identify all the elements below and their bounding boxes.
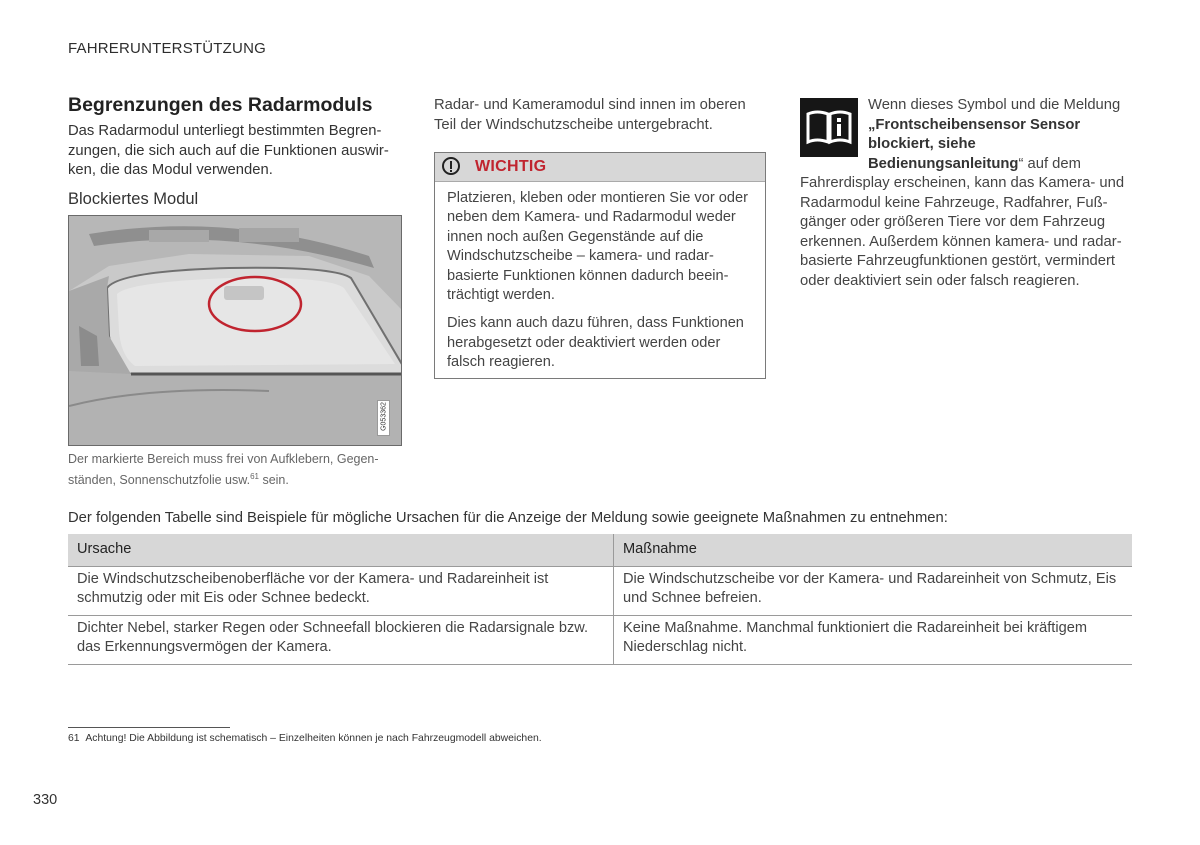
column-header-measure: Maßnahme <box>614 534 1133 566</box>
warning-body <box>435 182 765 373</box>
warning-box <box>434 152 766 379</box>
exclamation-icon <box>442 157 460 175</box>
warning-header <box>435 153 765 182</box>
table-row <box>68 615 1132 664</box>
footnote-number: 61 <box>68 733 80 744</box>
footnote-text: Achtung! Die Abbildung ist schematisch – Einzelheiten können je nach Fahrzeugmodell abweichen. <box>85 733 542 744</box>
column-header-cause: Ursache <box>68 534 614 566</box>
section-header: FAHRERUNTERSTÜTZUNG <box>68 40 266 57</box>
table-header-row <box>68 534 1132 566</box>
causes-measures-table <box>68 534 1132 665</box>
warning-paragraph-1: Platzieren, kleben oder montieren Sie vor oder neben dem Kamera- und Radarmodul weder innen noch außen Gegenstände auf die Windschutzscheibe – kamera- und radarbasierte Funktionen können dadurch beeinträchtigt werden. <box>447 190 748 304</box>
warning-paragraph-2: Dies kann auch dazu führen, dass Funktionen herabgesetzt oder deaktiviert werden oder falsch reagieren. <box>447 315 744 371</box>
intro-paragraph: Das Radarmodul unterliegt bestimmten Begrenzungen, die sich auch auf die Funktionen auswirken, die das Modul verwenden. <box>68 123 389 178</box>
measure-cell: Die Windschutzscheibe vor der Kamera- und Radareinheit von Schmutz, Eis und Schnee befreien. <box>614 566 1133 615</box>
subheading-blocked-module: Blockiertes Modul <box>68 190 199 208</box>
footnote-divider <box>68 727 230 728</box>
symbol-message-text: Wenn dieses Symbol und die Meldung „Frontscheibensensor Sensor blockiert, siehe Bedienungsanleitung“ auf dem <box>868 97 1121 172</box>
cause-cell: Dichter Nebel, starker Regen oder Schneefall blockieren die Radarsignale bzw. das Erkennungsvermögen der Kamera. <box>68 615 614 664</box>
windshield-drawing <box>69 216 402 446</box>
windshield-illustration <box>68 215 402 446</box>
figure-caption: Der markierte Bereich muss frei von Aufklebern, Gegenständen, Sonnenschutzfolie usw.$^{61}$ sein. <box>68 452 379 488</box>
footnote <box>68 733 542 744</box>
warning-title: WICHTIG <box>475 158 547 175</box>
footnote-ref[interactable]: 61 <box>250 472 259 481</box>
cause-cell: Die Windschutzscheibenoberfläche vor der Kamera- und Radareinheit ist schmutzig oder mit Eis oder Schnee bedeckt. <box>68 566 614 615</box>
manual-book-icon <box>800 98 858 157</box>
page-number: 330 <box>33 792 58 808</box>
table-intro: Der folgenden Tabelle sind Beispiele für mögliche Ursachen für die Anzeige der Meldung sowie geeignete Maßnahmen zu entnehmen: <box>68 510 948 526</box>
table-row <box>68 566 1132 615</box>
section-title: Begrenzungen des Radarmoduls <box>68 94 373 116</box>
module-location-text: Radar- und Kameramodul sind innen im oberen Teil der Windschutzscheibe untergebracht. <box>434 97 746 133</box>
display-message: „Frontscheibensensor Sensor blockiert, siehe Bedienungsanleitung <box>868 116 1081 172</box>
measure-cell: Keine Maßnahme. Manchmal funktioniert die Radareinheit bei kräftigem Niederschlag nicht. <box>614 615 1133 664</box>
symbol-explanation-text: Fahrerdisplay erscheinen, kann das Kamera- und Radarmodul keine Fahrzeuge, Radfahrer, Fußgänger oder größeren Tiere vor dem Fahrzeug erkennen. Außerdem können kamera- und radarbasierte Fahrzeugfunktionen gestört, vermindert oder deaktiviert sein oder falsch reagieren. <box>800 175 1125 289</box>
figure-code: G053362 <box>377 400 390 436</box>
